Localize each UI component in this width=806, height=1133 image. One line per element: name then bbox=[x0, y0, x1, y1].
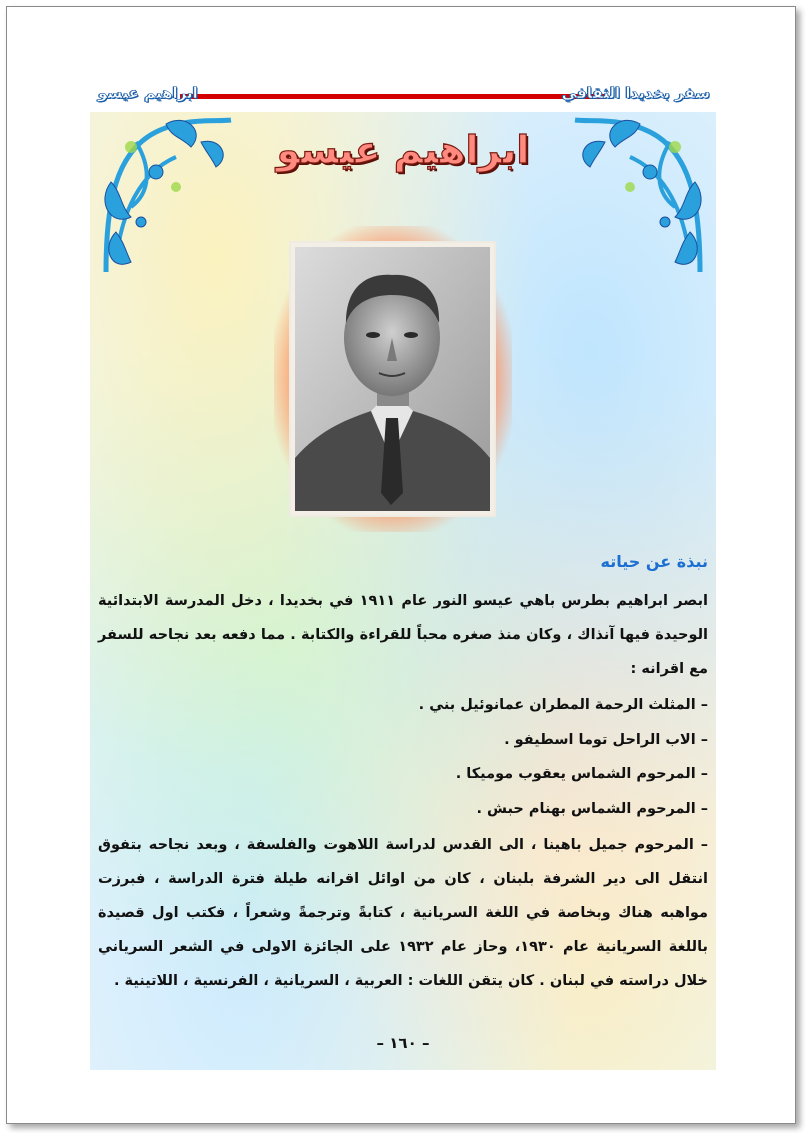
companions-list bbox=[98, 688, 708, 826]
header-book-title: سفر بخديدا الثقافي bbox=[561, 84, 710, 102]
list-item: – المرحوم الشماس يعقوب موميكا . bbox=[455, 766, 708, 782]
biography-paragraph-1: ابصر ابراهيم بطرس باهي عيسو النور عام ١٩١١ في بخديدا ، دخل المدرسة الابتدائية الوحيدة فيها آنذاك ، وكان منذ صغره محباً للقراءة والكتابة . مما دفعه بعد نجاحه للسفر مع اقرانه : bbox=[98, 593, 708, 677]
header-rule bbox=[180, 94, 606, 99]
portrait-photo-icon bbox=[291, 243, 494, 515]
page-title: ابراهيم عيسو bbox=[276, 128, 530, 172]
biography-paragraph-2: – المرحوم جميل باهينا ، الى القدس لدراسة اللاهوت والفلسفة ، وبعد نجاحه بتفوق انتقل الى دير الشرفة بلبنان ، كان من اوائل اقرانه طيلة فترة الدراسة ، فبرزت مواهبه هناك وبخاصة في اللغة السريانية ، كتابةً وترجمةً وشعراً ، فكتب اول قصيدة باللغة السريانية عام ١٩٣٠، وحاز عام ١٩٣٢ على الجائزة الاولى في الشعر السرياني خلال دراسته في لبنان . كان يتقن اللغات : العربية ، السريانية ، الفرنسية ، اللاتينية . bbox=[98, 837, 708, 989]
section-heading: نبذة عن حياته bbox=[600, 552, 708, 571]
list-item: – الاب الراحل توما اسطيفو . bbox=[504, 731, 708, 748]
list-item: – المثلث الرحمة المطران عمانوئيل بني . bbox=[418, 697, 708, 713]
portrait-photo bbox=[289, 241, 496, 517]
header-chapter-name: ابراهيم عيسو bbox=[98, 84, 198, 102]
list-item: – المرحوم الشماس بهنام حبش . bbox=[476, 800, 708, 817]
page-number: – ١٦٠ – bbox=[376, 1034, 430, 1052]
